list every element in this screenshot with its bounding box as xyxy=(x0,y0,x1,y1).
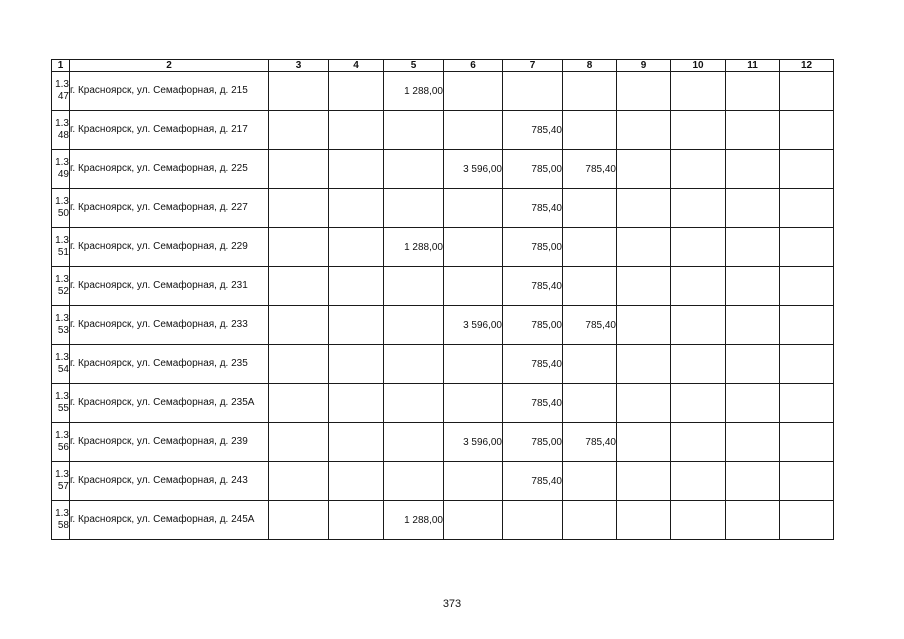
col-11-cell xyxy=(726,189,780,228)
col-3-cell xyxy=(269,384,329,423)
col-9-cell xyxy=(617,111,671,150)
table-row xyxy=(52,228,834,267)
col-11-cell xyxy=(726,306,780,345)
col-6-cell xyxy=(444,267,503,306)
col-5-cell: 1 288,00 xyxy=(384,501,444,540)
row-number xyxy=(52,384,70,423)
col-7-cell: 785,40 xyxy=(503,384,563,423)
column-header-12: 12 xyxy=(780,60,834,72)
table-row xyxy=(52,150,834,189)
col-5-cell xyxy=(384,306,444,345)
col-10-cell xyxy=(671,501,726,540)
col-9-cell xyxy=(617,72,671,111)
row-number-prefix: 1.3 xyxy=(55,391,69,402)
col-10-cell xyxy=(671,228,726,267)
row-number-prefix: 1.3 xyxy=(55,430,69,441)
table-row xyxy=(52,462,834,501)
row-number-prefix: 1.3 xyxy=(55,79,69,90)
row-number-prefix: 1.3 xyxy=(55,235,69,246)
data-table xyxy=(51,59,834,540)
col-7-cell: 785,40 xyxy=(503,462,563,501)
col-10-cell xyxy=(671,111,726,150)
col-5-cell xyxy=(384,111,444,150)
col-12-cell xyxy=(780,306,834,345)
col-3-cell xyxy=(269,462,329,501)
col-8-cell xyxy=(563,111,617,150)
col-9-cell xyxy=(617,501,671,540)
column-header-11: 11 xyxy=(726,60,780,72)
col-6-cell: 3 596,00 xyxy=(444,150,503,189)
row-number-suffix: 54 xyxy=(57,364,69,375)
address-cell: г. Красноярск, ул. Семафорная, д. 217 xyxy=(70,111,269,150)
col-10-cell xyxy=(671,423,726,462)
address-cell: г. Красноярск, ул. Семафорная, д. 225 xyxy=(70,150,269,189)
col-11-cell xyxy=(726,228,780,267)
col-8-cell xyxy=(563,228,617,267)
column-header-9: 9 xyxy=(617,60,671,72)
column-header-6: 6 xyxy=(444,60,503,72)
row-number-suffix: 53 xyxy=(57,325,69,336)
col-10-cell xyxy=(671,462,726,501)
row-number-prefix: 1.3 xyxy=(55,196,69,207)
col-8-cell: 785,40 xyxy=(563,423,617,462)
row-number xyxy=(52,306,70,345)
col-10-cell xyxy=(671,345,726,384)
row-number-prefix: 1.3 xyxy=(55,157,69,168)
column-header-5: 5 xyxy=(384,60,444,72)
column-header-10: 10 xyxy=(671,60,726,72)
col-4-cell xyxy=(329,111,384,150)
col-5-cell xyxy=(384,150,444,189)
col-11-cell xyxy=(726,72,780,111)
column-header-1: 1 xyxy=(52,60,70,72)
col-4-cell xyxy=(329,384,384,423)
col-6-cell xyxy=(444,384,503,423)
row-number-suffix: 58 xyxy=(57,520,69,531)
row-number-prefix: 1.3 xyxy=(55,508,69,519)
col-10-cell xyxy=(671,72,726,111)
table-row xyxy=(52,423,834,462)
col-6-cell xyxy=(444,501,503,540)
column-header-8: 8 xyxy=(563,60,617,72)
col-7-cell: 785,00 xyxy=(503,306,563,345)
col-6-cell: 3 596,00 xyxy=(444,423,503,462)
col-7-cell: 785,00 xyxy=(503,423,563,462)
table-row xyxy=(52,345,834,384)
table-row xyxy=(52,267,834,306)
col-4-cell xyxy=(329,72,384,111)
col-8-cell xyxy=(563,462,617,501)
col-3-cell xyxy=(269,111,329,150)
col-7-cell xyxy=(503,501,563,540)
col-9-cell xyxy=(617,384,671,423)
col-4-cell xyxy=(329,306,384,345)
header-row xyxy=(52,60,834,72)
col-6-cell xyxy=(444,189,503,228)
row-number xyxy=(52,150,70,189)
col-6-cell xyxy=(444,345,503,384)
col-4-cell xyxy=(329,423,384,462)
row-number-suffix: 57 xyxy=(57,481,69,492)
table-row xyxy=(52,111,834,150)
col-10-cell xyxy=(671,267,726,306)
col-12-cell xyxy=(780,462,834,501)
row-number xyxy=(52,501,70,540)
col-10-cell xyxy=(671,306,726,345)
row-number xyxy=(52,189,70,228)
col-5-cell xyxy=(384,384,444,423)
col-3-cell xyxy=(269,72,329,111)
col-8-cell xyxy=(563,267,617,306)
col-9-cell xyxy=(617,345,671,384)
row-number xyxy=(52,72,70,111)
col-11-cell xyxy=(726,462,780,501)
col-8-cell xyxy=(563,72,617,111)
row-number-suffix: 51 xyxy=(57,247,69,258)
col-6-cell xyxy=(444,111,503,150)
col-4-cell xyxy=(329,345,384,384)
col-9-cell xyxy=(617,189,671,228)
col-9-cell xyxy=(617,462,671,501)
row-number-suffix: 48 xyxy=(57,130,69,141)
row-number-suffix: 47 xyxy=(57,91,69,102)
table-row xyxy=(52,384,834,423)
col-5-cell xyxy=(384,267,444,306)
address-cell: г. Красноярск, ул. Семафорная, д. 239 xyxy=(70,423,269,462)
row-number-suffix: 50 xyxy=(57,208,69,219)
col-6-cell: 3 596,00 xyxy=(444,306,503,345)
row-number xyxy=(52,228,70,267)
table-body xyxy=(52,72,834,540)
col-3-cell xyxy=(269,150,329,189)
col-5-cell: 1 288,00 xyxy=(384,228,444,267)
column-header-7: 7 xyxy=(503,60,563,72)
address-cell: г. Красноярск, ул. Семафорная, д. 215 xyxy=(70,72,269,111)
col-5-cell xyxy=(384,189,444,228)
col-7-cell: 785,00 xyxy=(503,150,563,189)
col-12-cell xyxy=(780,501,834,540)
col-4-cell xyxy=(329,267,384,306)
col-8-cell: 785,40 xyxy=(563,306,617,345)
col-6-cell xyxy=(444,462,503,501)
row-number-suffix: 52 xyxy=(57,286,69,297)
col-8-cell xyxy=(563,345,617,384)
col-12-cell xyxy=(780,72,834,111)
col-11-cell xyxy=(726,423,780,462)
col-4-cell xyxy=(329,228,384,267)
col-4-cell xyxy=(329,462,384,501)
col-5-cell xyxy=(384,423,444,462)
row-number-suffix: 56 xyxy=(57,442,69,453)
col-11-cell xyxy=(726,501,780,540)
column-header-4: 4 xyxy=(329,60,384,72)
col-9-cell xyxy=(617,150,671,189)
col-3-cell xyxy=(269,345,329,384)
row-number-prefix: 1.3 xyxy=(55,274,69,285)
col-9-cell xyxy=(617,267,671,306)
col-6-cell xyxy=(444,72,503,111)
address-cell: г. Красноярск, ул. Семафорная, д. 235 xyxy=(70,345,269,384)
address-cell: г. Красноярск, ул. Семафорная, д. 227 xyxy=(70,189,269,228)
column-header-2: 2 xyxy=(70,60,269,72)
table-row xyxy=(52,306,834,345)
col-3-cell xyxy=(269,189,329,228)
col-11-cell xyxy=(726,150,780,189)
row-number xyxy=(52,345,70,384)
col-12-cell xyxy=(780,228,834,267)
row-number xyxy=(52,423,70,462)
address-cell: г. Красноярск, ул. Семафорная, д. 243 xyxy=(70,462,269,501)
col-3-cell xyxy=(269,501,329,540)
column-header-3: 3 xyxy=(269,60,329,72)
col-3-cell xyxy=(269,306,329,345)
table-row xyxy=(52,501,834,540)
col-11-cell xyxy=(726,267,780,306)
col-12-cell xyxy=(780,345,834,384)
col-10-cell xyxy=(671,384,726,423)
address-cell: г. Красноярск, ул. Семафорная, д. 245А xyxy=(70,501,269,540)
row-number-prefix: 1.3 xyxy=(55,313,69,324)
col-7-cell: 785,40 xyxy=(503,267,563,306)
col-7-cell: 785,40 xyxy=(503,111,563,150)
col-7-cell: 785,40 xyxy=(503,189,563,228)
col-10-cell xyxy=(671,150,726,189)
col-8-cell xyxy=(563,384,617,423)
col-3-cell xyxy=(269,423,329,462)
col-8-cell xyxy=(563,189,617,228)
col-8-cell: 785,40 xyxy=(563,150,617,189)
col-11-cell xyxy=(726,111,780,150)
col-11-cell xyxy=(726,384,780,423)
address-cell: г. Красноярск, ул. Семафорная, д. 233 xyxy=(70,306,269,345)
col-5-cell xyxy=(384,462,444,501)
table-row xyxy=(52,72,834,111)
col-9-cell xyxy=(617,306,671,345)
col-12-cell xyxy=(780,111,834,150)
col-8-cell xyxy=(563,501,617,540)
row-number-prefix: 1.3 xyxy=(55,469,69,480)
col-12-cell xyxy=(780,267,834,306)
col-10-cell xyxy=(671,189,726,228)
row-number xyxy=(52,267,70,306)
col-5-cell: 1 288,00 xyxy=(384,72,444,111)
col-12-cell xyxy=(780,384,834,423)
col-7-cell: 785,00 xyxy=(503,228,563,267)
row-number-suffix: 49 xyxy=(57,169,69,180)
col-3-cell xyxy=(269,267,329,306)
table-row xyxy=(52,189,834,228)
address-cell: г. Красноярск, ул. Семафорная, д. 231 xyxy=(70,267,269,306)
row-number xyxy=(52,111,70,150)
col-12-cell xyxy=(780,150,834,189)
col-4-cell xyxy=(329,150,384,189)
row-number-prefix: 1.3 xyxy=(55,352,69,363)
col-5-cell xyxy=(384,345,444,384)
col-4-cell xyxy=(329,501,384,540)
col-3-cell xyxy=(269,228,329,267)
col-12-cell xyxy=(780,189,834,228)
col-4-cell xyxy=(329,189,384,228)
col-9-cell xyxy=(617,423,671,462)
row-number xyxy=(52,462,70,501)
row-number-prefix: 1.3 xyxy=(55,118,69,129)
address-cell: г. Красноярск, ул. Семафорная, д. 235А xyxy=(70,384,269,423)
page-number: 373 xyxy=(442,598,462,610)
col-6-cell xyxy=(444,228,503,267)
col-11-cell xyxy=(726,345,780,384)
row-number-suffix: 55 xyxy=(57,403,69,414)
address-cell: г. Красноярск, ул. Семафорная, д. 229 xyxy=(70,228,269,267)
col-12-cell xyxy=(780,423,834,462)
col-9-cell xyxy=(617,228,671,267)
col-7-cell xyxy=(503,72,563,111)
col-7-cell: 785,40 xyxy=(503,345,563,384)
